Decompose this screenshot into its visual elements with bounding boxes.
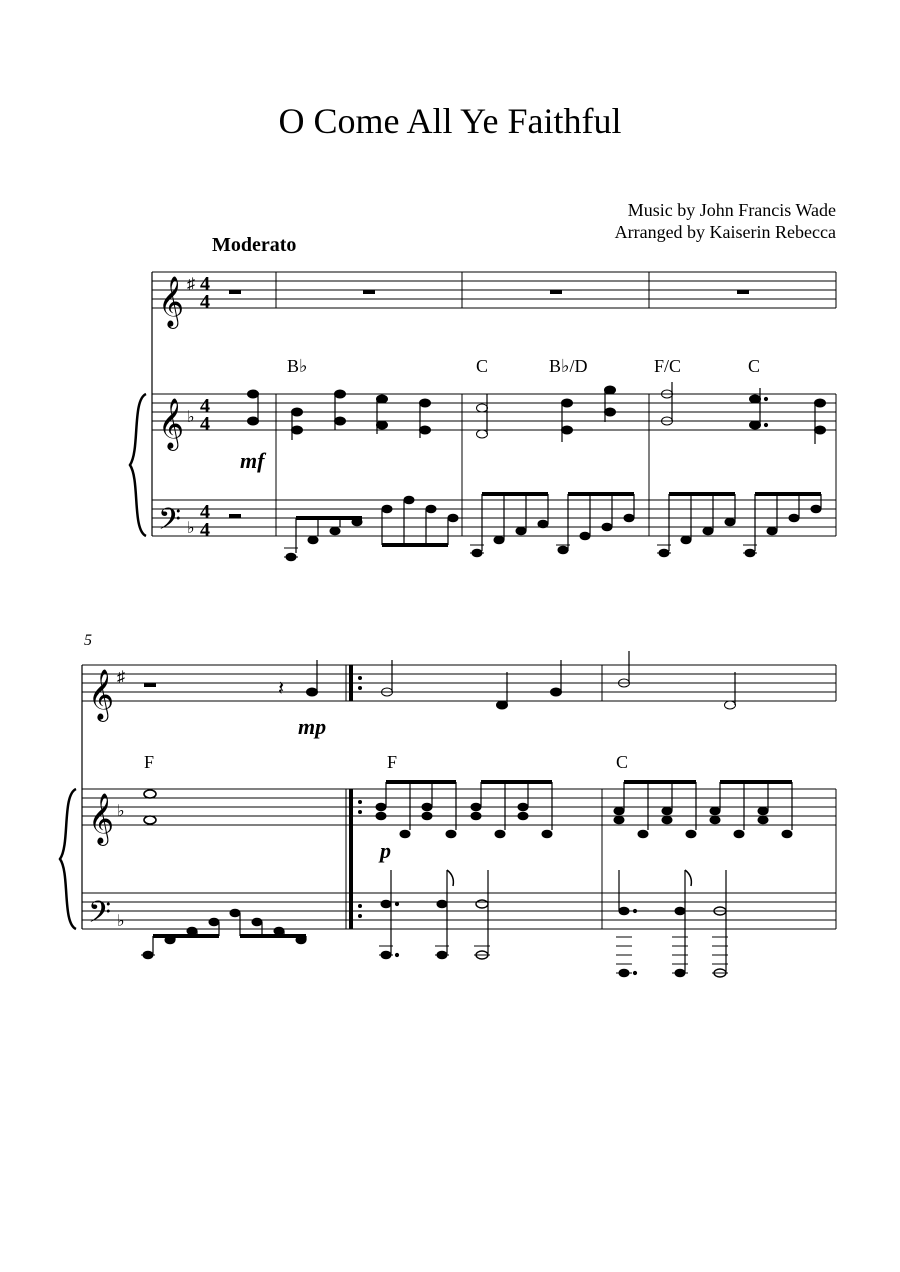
sharp-icon: ♯ [187,276,195,293]
voice-staff-2 [82,665,836,701]
voice-staff-1 [152,272,836,308]
piano-treble-staff-2 [82,789,836,825]
svg-text:𝄽: 𝄽 [278,676,285,700]
dynamic-marking: mf [240,448,265,473]
treble-clef-icon: 𝄞 [158,398,185,449]
score-title: O Come All Ye Faithful [278,101,622,141]
arranger-credit: Arranged by Kaiserin Rebecca [614,222,836,242]
bass-notes-system-2 [141,870,728,977]
svg-text:4: 4 [200,413,210,435]
chord-symbol: B♭/D [549,356,588,376]
flat-icon: ♭ [117,913,125,930]
flat-icon: ♭ [187,409,195,426]
chord-symbol: F [387,752,398,772]
piano-bass-staff-1 [152,500,836,536]
composer-credit: Music by John Francis Wade [627,200,836,220]
treble-clef-icon: 𝄞 [158,276,185,327]
repeat-dots [358,676,362,918]
voice-notes-system-2 [144,651,736,709]
clefs-system-2 [88,669,125,937]
clefs-system-1 [158,273,210,544]
bass-clef-icon: 𝄢 [88,896,112,937]
treble-notes-system-1 [248,382,826,444]
flat-icon: ♭ [117,803,125,820]
chord-symbol: B♭ [287,356,308,376]
treble-clef-icon: 𝄞 [88,793,115,844]
dynamic-marking: p [380,838,391,863]
treble-notes-system-2 [144,782,792,838]
svg-text:4: 4 [200,291,210,313]
svg-text:4: 4 [200,519,210,541]
chord-symbol: C [616,752,629,772]
chord-symbol: F [144,752,155,772]
dynamic-marking: mp [298,714,327,739]
rests-system-1 [229,290,749,518]
sharp-icon: ♯ [117,669,125,686]
measure-number: 5 [84,632,92,649]
tempo-marking: Moderato [212,234,297,256]
chord-symbol: C [476,356,489,376]
treble-clef-icon: 𝄞 [88,669,115,720]
chord-symbol: F/C [654,356,682,376]
chord-symbol: C [748,356,761,376]
svg-text:4: 4 [200,273,210,295]
piano-bass-staff-2 [82,893,836,929]
svg-text:4: 4 [200,395,210,417]
bass-clef-icon: 𝄢 [158,503,182,544]
svg-text:4: 4 [200,501,210,523]
flat-icon: ♭ [187,520,195,537]
